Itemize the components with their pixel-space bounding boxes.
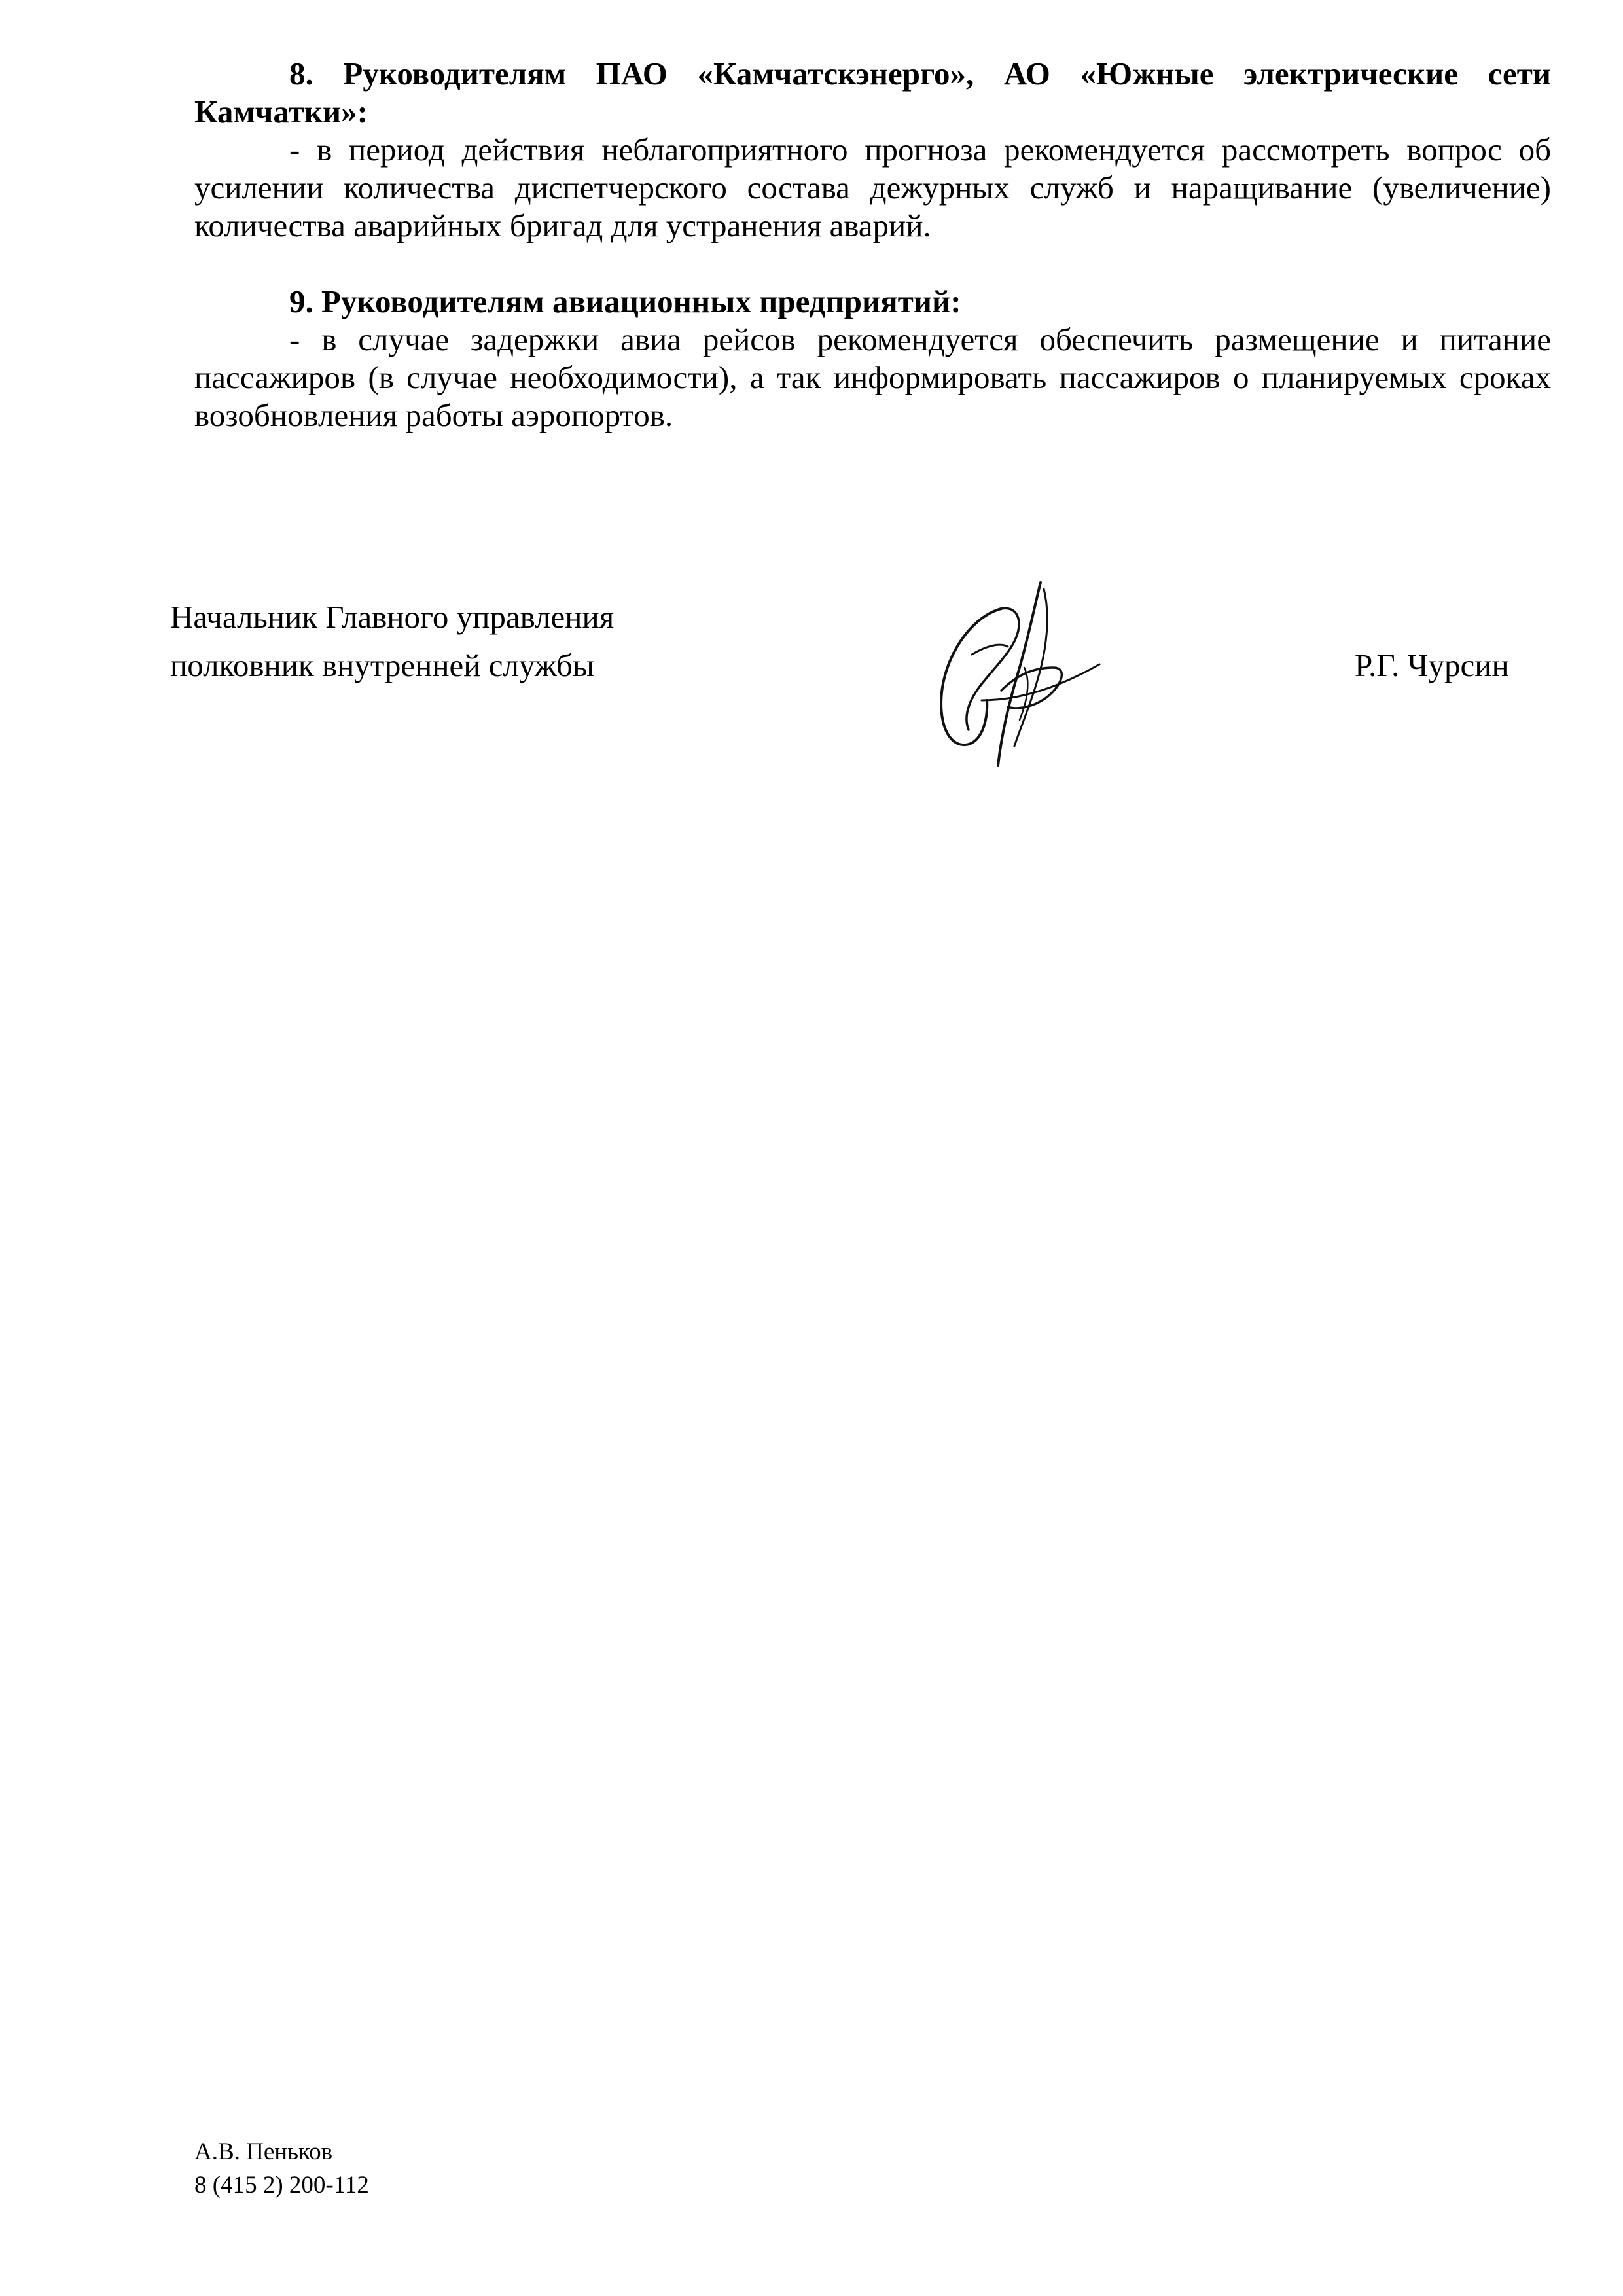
executor-name: А.В. Пеньков [194,2138,333,2165]
signatory-name: Р.Г. Чурсин [1355,647,1509,683]
section-text: - в случае задержки авиа рейсов рекомендуется обеспечить размещение и питание пассажиров (в случае необходимости), а так информировать пассажиров о планируемых сроках возобновления работы аэропортов. [194,321,1551,433]
executor-phone: 8 (415 2) 200-112 [194,2172,369,2198]
position-line-1: Начальник Главного управления [170,599,615,635]
section-text: - в период действия неблагоприятного прогноза рекомендуется рассмотреть вопрос об усилении количества диспетчерского состава дежурных служб и наращивание (увеличение) количества аварийных бригад для устранения аварий. [194,132,1551,243]
signature-block [170,583,1551,798]
section-heading: 8. Руководителям ПАО «Камчатскэнерго», АО «Южные электрические сети Камчатки»: [194,56,1551,130]
section-8 [194,55,1551,245]
section-9 [194,283,1551,435]
signatory-position [170,593,614,690]
position-line-2: полковник внутренней службы [170,647,594,683]
section-heading: 9. Руководителям авиационных предприятий: [289,283,961,319]
executor-info [194,2135,369,2202]
document-body [194,55,1551,435]
handwritten-signature-icon [903,569,1152,779]
